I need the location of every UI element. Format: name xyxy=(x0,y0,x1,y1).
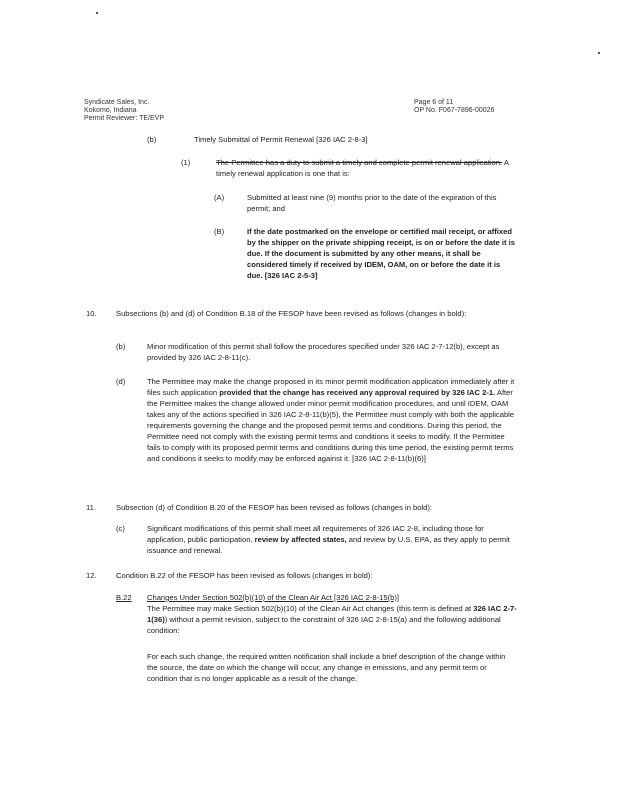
item10-d-paragraph xyxy=(147,376,517,464)
header-location: Kokomo, Indiana xyxy=(84,107,137,114)
condition-b22-title: Changes Under Section 502(b)(10) of the Clean Air Act [326 IAC 2-8-15(b)] xyxy=(147,593,399,602)
sub1-text: A timely renewal application is one that is: xyxy=(216,158,509,178)
sub1-struck-text: The Permittee has a duty to submit a timely and complete permit renewal application. xyxy=(216,158,503,167)
subB-label: (B) xyxy=(214,227,225,236)
condition-b22-paragraph-1 xyxy=(147,603,517,636)
header-left xyxy=(84,99,234,123)
item11-c-bold-text: review by affected states, xyxy=(254,535,347,544)
scan-speck xyxy=(598,52,600,54)
item11-c-text-end: and review by U.S. EPA, as they apply to permit issuance and renewal. xyxy=(147,535,510,555)
item10-b-label: (b) xyxy=(116,342,126,351)
sub1-label: (1) xyxy=(181,158,191,167)
header-page-number: Page 6 of 11 xyxy=(414,99,454,106)
subA-label: (A) xyxy=(214,193,225,202)
b22-p1-bold-text: 326 IAC 2-7-1(36) xyxy=(147,604,517,624)
subA-text: Submitted at least nine (9) months prior to the date of the expiration of this permit; and xyxy=(247,193,497,213)
item10-d-bold-text: provided that the change has received any approval required by 326 IAC 2-1. xyxy=(219,388,496,397)
item10-d-text-end: After the Permittee makes the change allowed under minor permit modification procedures, and until IDEM, OAM takes any of the actions specified in 326 IAC 2-8-11(b)(5), the Permittee must comply with both the applicable requirements governing the change and the proposed permit terms and conditions. During this period, the Permittee need not comply with the existing permit terms and conditions it seeks to modify. If the Permittee fails to comply with its proposed permit terms and conditions during this time period, the existing permit terms and conditions it seeks to modify may be enforced against it. [326 IAC 2-8-11(b)(6)] xyxy=(147,388,515,463)
item10-intro: Subsections (b) and (d) of Condition B.18 of the FESOP have been revised as follows (changes in bold): xyxy=(116,309,467,318)
b22-p1-text-end: ) without a permit revision, subject to the constraint of 326 IAC 2-8-15(a) and the following additional condition: xyxy=(147,615,501,635)
b-item-title: Timely Submittal of Permit Renewal [326 IAC 2-8-3] xyxy=(194,135,368,144)
b22-p1-text-start: The Permittee may make Section 502(b)(10) of the Clean Air Act changes (this term is defined at xyxy=(147,604,474,613)
item11-number: 11. xyxy=(86,503,96,512)
b-item-label: (b) xyxy=(147,135,157,144)
item10-d-label: (d) xyxy=(116,377,126,386)
item11-c-paragraph xyxy=(147,523,515,556)
header-permit-number: OP No. F067-7896-00026 xyxy=(414,107,495,114)
item10-b-text: Minor modification of this permit shall follow the procedures specified under 326 IAC 2-7-12(b), except as provided by 326 IAC 2-8-11(c). xyxy=(147,342,500,362)
sub1-paragraph xyxy=(216,157,514,179)
scan-speck xyxy=(96,12,98,14)
item10-d-text-start: The Permittee may make the change proposed in its minor permit modification application immediately after it files such application xyxy=(147,377,515,397)
header-reviewer: Permit Reviewer: TE/EVP xyxy=(84,115,165,122)
condition-b22-number: B.22 xyxy=(116,593,132,602)
condition-b22-paragraph-2: For each such change, the required written notification shall include a brief description of the change within the source, the date on which the change will occur, any change in emissions, and any permit term or condition that is no longer applicable as a result of the change. xyxy=(147,652,506,683)
item10-number: 10. xyxy=(86,309,97,318)
item12-number: 12. xyxy=(86,571,97,580)
item11-c-text-start: Significant modifications of this permit shall meet all requirements of 326 IAC 2-8, including those for application, public participation, xyxy=(147,524,484,544)
item12-intro: Condition B.22 of the FESOP has been revised as follows (changes in bold): xyxy=(116,571,373,580)
item11-intro: Subsection (d) of Condition B.20 of the FESOP has been revised as follows (changes in bold): xyxy=(116,503,433,512)
header-company: Syndicate Sales, Inc. xyxy=(84,99,150,106)
header-right xyxy=(414,99,544,115)
subB-text: If the date postmarked on the envelope or certified mail receipt, or affixed by the shipper on the private shipping receipt, is on or before the date it is due. If the document is submitted by any other means, it shall be considered timely if received by IDEM, OAM, on or before the date it is due. [326 IAC 2-5-3] xyxy=(247,227,515,280)
item11-c-label: (c) xyxy=(116,524,125,533)
